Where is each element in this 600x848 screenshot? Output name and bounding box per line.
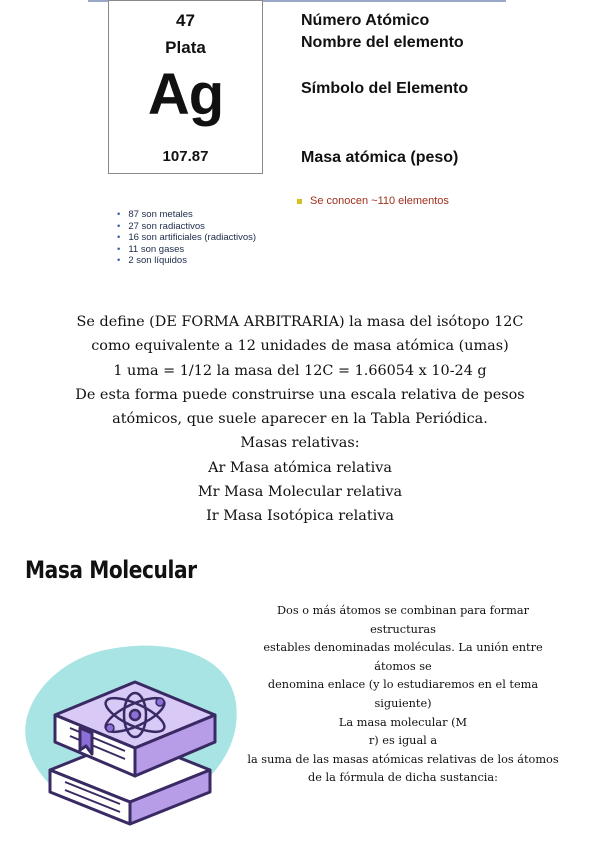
bullet-icon xyxy=(297,199,302,204)
legend-atomic-number: Número Atómico xyxy=(301,12,430,29)
text-line: de la fórmula de dicha sustancia: xyxy=(308,771,498,785)
text-line: De esta forma puede construirse una escala relativa de pesos xyxy=(75,386,525,403)
text-line: denomina enlace (y lo estudiaremos en el tema xyxy=(267,678,539,692)
text-line: átomos se xyxy=(374,659,432,673)
text-line: la suma de las masas atómicas relativas de los átomos xyxy=(247,752,559,766)
section-title: Masa Molecular xyxy=(25,556,197,584)
list-item: • 2 son líquidos xyxy=(117,255,256,267)
text-line: La masa molecular (M xyxy=(338,715,468,729)
text-line: como equivalente a 12 unidades de masa atómica (umas) xyxy=(91,338,509,355)
known-elements-text: Se conocen ~110 elementos xyxy=(310,195,449,207)
atomic-mass: 107.87 xyxy=(162,148,209,165)
text-line: 1 uma = 1/12 la masa del 12C = 1.66054 x 10-24 g xyxy=(113,362,487,379)
text-line: estables denominadas moléculas. La unión entre xyxy=(263,641,543,655)
element-name: Plata xyxy=(165,38,206,57)
legend-element-name: Nombre del elemento xyxy=(301,34,464,51)
text-line: r) es igual a xyxy=(368,734,438,748)
atomic-number: 47 xyxy=(176,11,195,30)
list-item: • 11 son gases xyxy=(117,244,256,256)
text-line: Dos o más átomos se combinan para formar xyxy=(276,604,529,617)
text-line: Mr Masa Molecular relativa xyxy=(197,484,403,501)
molecular-mass-paragraph xyxy=(222,602,584,788)
list-item: • 16 son artificiales (radiactivos) xyxy=(117,232,256,244)
legend-atomic-mass: Masa atómica (peso) xyxy=(301,149,459,166)
element-symbol: Ag xyxy=(147,62,224,127)
text-line: Masas relativas: xyxy=(240,435,360,452)
text-line: siguiente) xyxy=(374,696,432,710)
definition-paragraph xyxy=(20,310,580,529)
text-line: Ar Masa atómica relativa xyxy=(208,459,392,476)
element-stats-list xyxy=(117,209,256,267)
text-line: atómicos, que suele aparecer en la Tabla Periódica. xyxy=(112,411,488,428)
list-item: • 27 son radiactivos xyxy=(117,221,256,233)
text-line: Ir Masa Isotópica relativa xyxy=(206,508,394,525)
text-line: Se define (DE FORMA ARBITRARIA) la masa del isótopo 12C xyxy=(76,314,524,330)
known-elements-note xyxy=(297,195,449,207)
legend-element-symbol: Símbolo del Elemento xyxy=(301,80,469,97)
text-line: estructuras xyxy=(370,622,436,636)
science-books-atom-icon xyxy=(10,620,240,830)
list-item: • 87 son metales xyxy=(117,209,256,221)
element-card-silver xyxy=(108,0,263,174)
